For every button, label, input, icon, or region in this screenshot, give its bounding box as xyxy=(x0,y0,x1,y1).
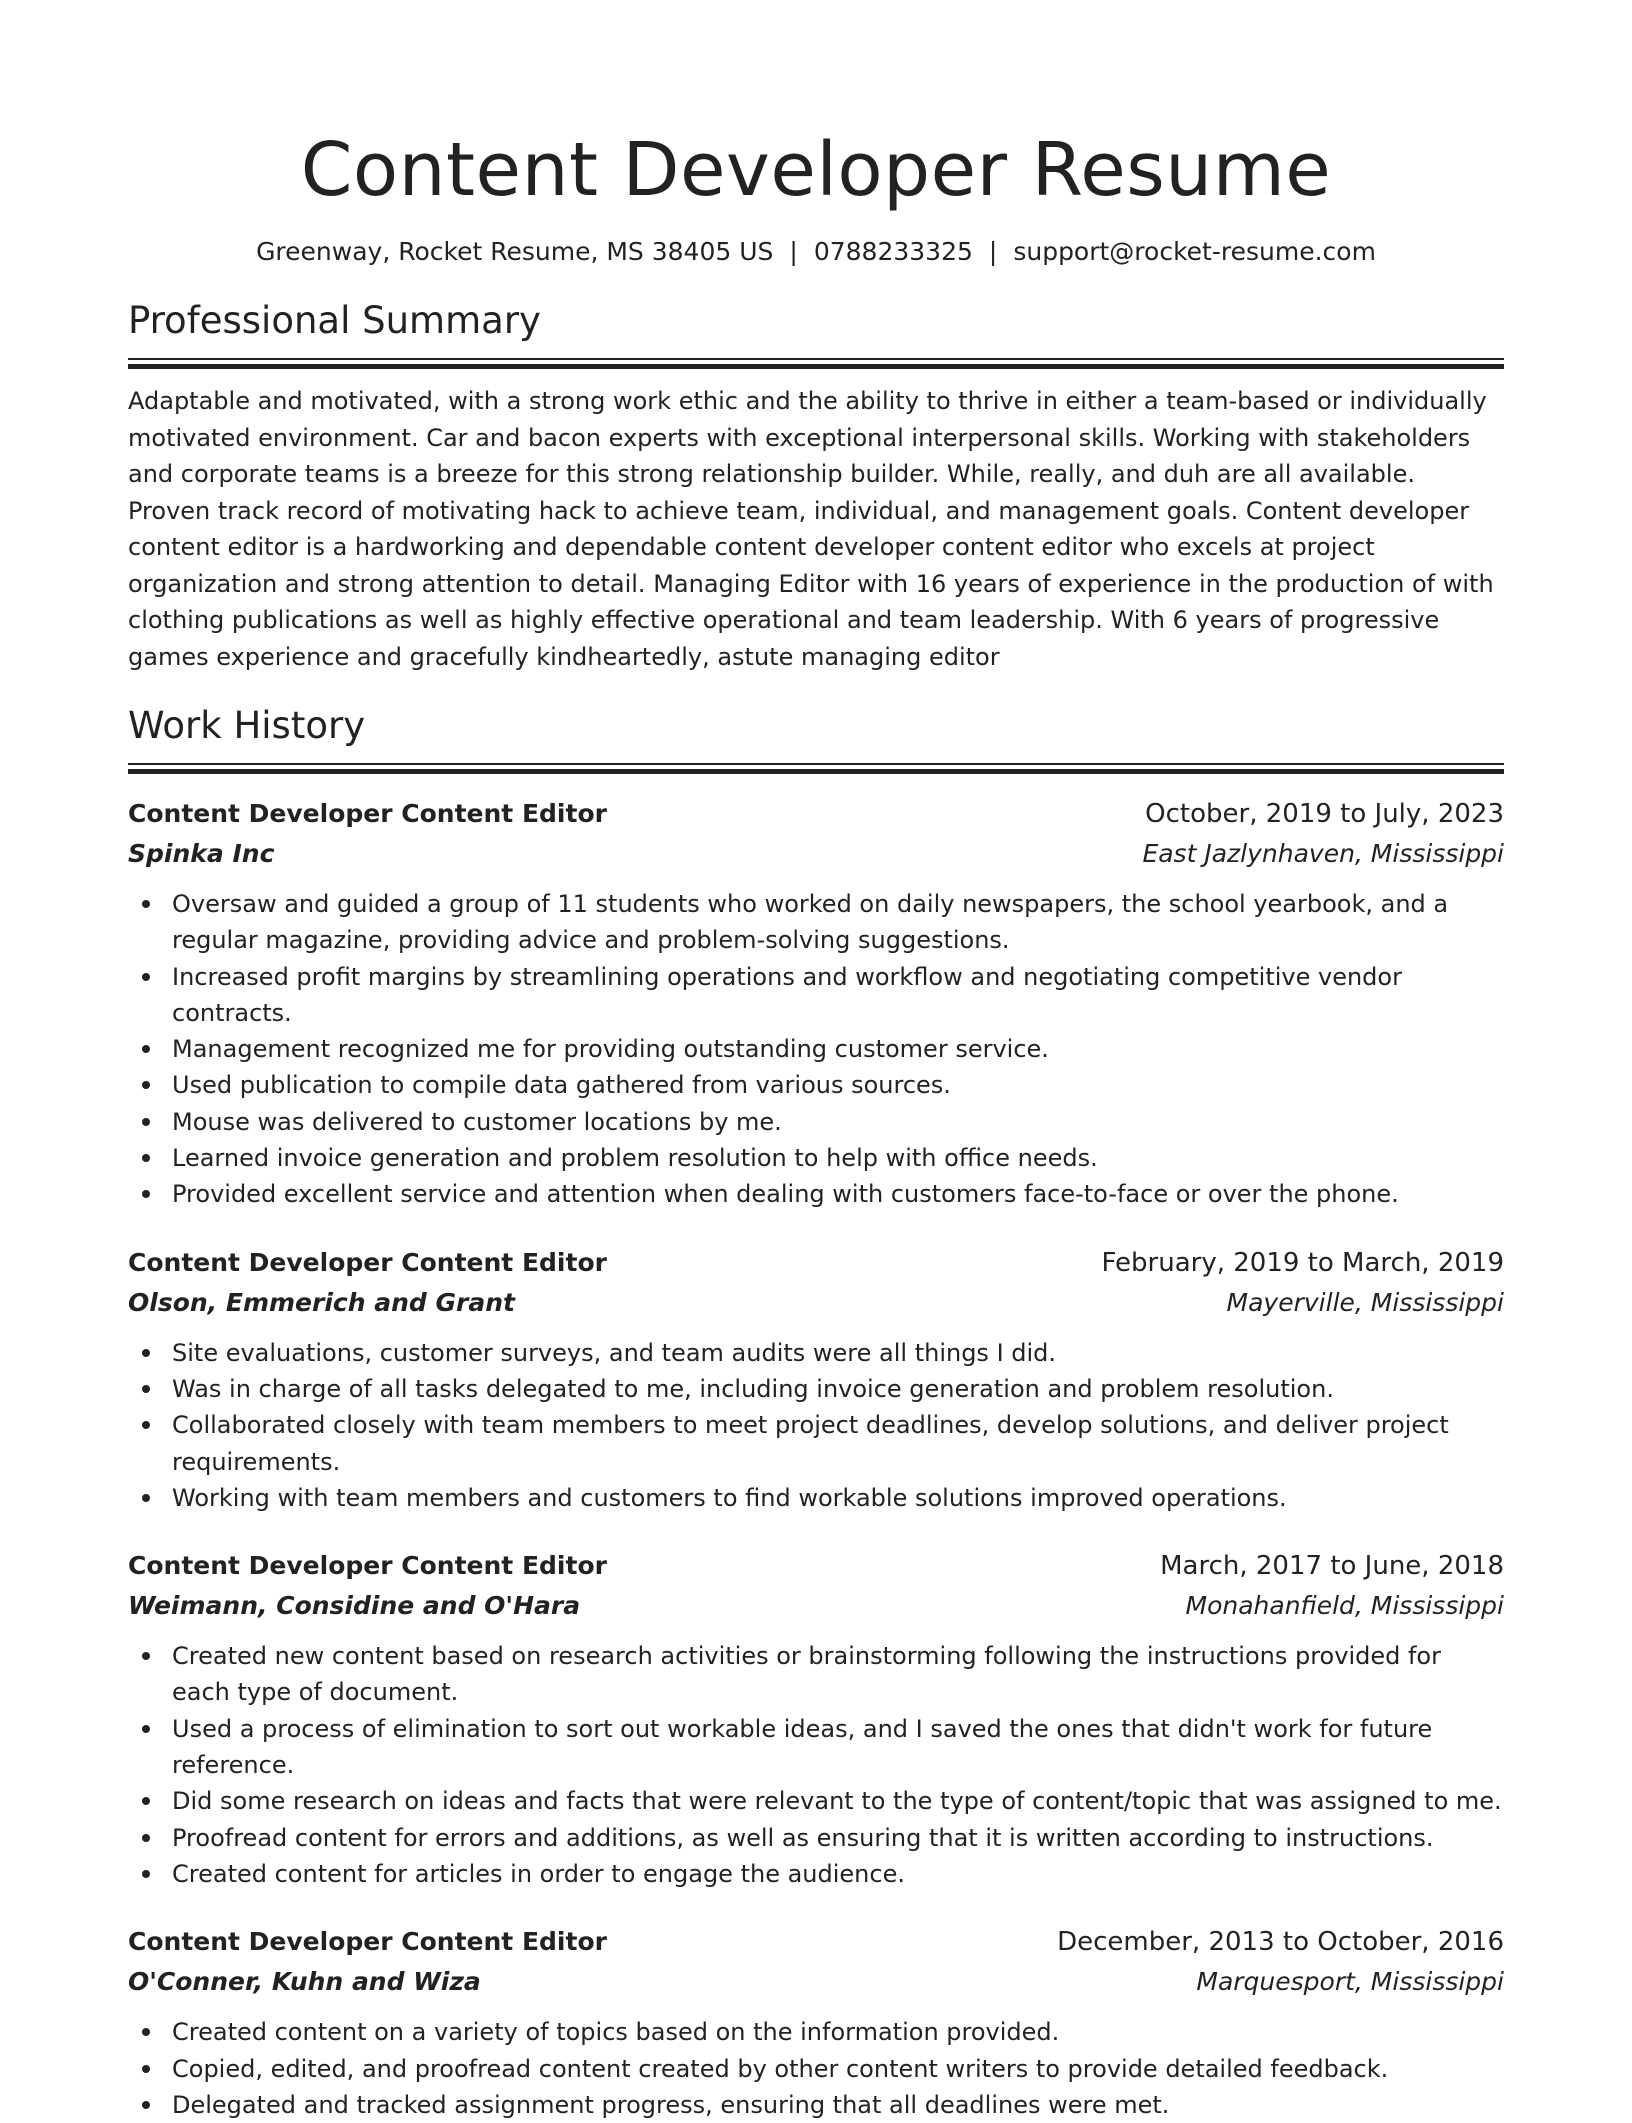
contact-address: Greenway, Rocket Resume, MS 38405 US xyxy=(256,237,774,266)
job-location: East Jazlynhaven, Mississippi xyxy=(1142,839,1504,868)
job-dates: October, 2019 to July, 2023 xyxy=(1145,799,1504,829)
job-bullet: Used publication to compile data gathered from various sources. xyxy=(172,1067,1504,1103)
job-company-row xyxy=(128,834,1504,874)
job-entry xyxy=(128,1243,1504,1516)
job-entry xyxy=(128,794,1504,1213)
contact-separator: | xyxy=(988,237,998,266)
job-bullet: Learned invoice generation and problem resolution to help with office needs. xyxy=(172,1140,1504,1176)
job-company: Olson, Emmerich and Grant xyxy=(128,1287,515,1317)
resume-title: Content Developer Resume xyxy=(300,127,1332,213)
contact-separator: | xyxy=(789,237,798,266)
job-bullet-list xyxy=(128,1638,1504,1892)
job-bullet: Delegated and tracked assignment progress, ensuring that all deadlines were met. xyxy=(172,2087,1504,2123)
work-history-section xyxy=(128,701,1504,2123)
job-bullet-list xyxy=(128,1335,1504,1516)
section-heading: Professional Summary xyxy=(128,299,541,342)
section-divider xyxy=(128,763,1504,774)
job-dates: February, 2019 to March, 2019 xyxy=(1101,1247,1504,1278)
contact-email: support@rocket-resume.com xyxy=(1013,237,1376,266)
job-bullet: Created new content based on research activities or brainstorming following the instructions provided for each type of document. xyxy=(172,1638,1504,1711)
job-dates: March, 2017 to June, 2018 xyxy=(1160,1551,1504,1582)
job-bullet: Created content for articles in order to engage the audience. xyxy=(172,1856,1504,1892)
job-entry xyxy=(128,1546,1504,1892)
job-company: O'Conner, Kuhn and Wiza xyxy=(128,1967,481,1997)
job-bullet: Working with team members and customers to find workable solutions improved operations. xyxy=(172,1480,1504,1516)
resume-page xyxy=(128,0,1504,2123)
job-bullet: Used a process of elimination to sort out workable ideas, and I saved the ones that didn't work for future reference. xyxy=(172,1711,1504,1784)
job-title: Content Developer Content Editor xyxy=(128,1247,607,1277)
job-bullet: Provided excellent service and attention when dealing with customers face-to-face or over the phone. xyxy=(172,1176,1504,1212)
job-bullet: Collaborated closely with team members to meet project deadlines, develop solutions, and deliver project requirements. xyxy=(172,1407,1504,1480)
section-divider xyxy=(128,358,1504,369)
job-bullet: Proofread content for errors and additions, as well as ensuring that it is written according to instructions. xyxy=(172,1820,1504,1856)
section-heading: Work History xyxy=(128,704,366,747)
job-entry xyxy=(128,1922,1504,2123)
job-bullet: Oversaw and guided a group of 11 students who worked on daily newspapers, the school yearbook, and a regular magazine, providing advice and problem-solving suggestions. xyxy=(172,886,1504,959)
job-location: Marquesport, Mississippi xyxy=(1196,1967,1504,1997)
job-location: Mayerville, Mississippi xyxy=(1226,1287,1504,1317)
professional-summary-section xyxy=(128,296,1504,675)
job-header-row xyxy=(128,1243,1504,1283)
job-dates: December, 2013 to October, 2016 xyxy=(1057,1927,1504,1958)
job-company-row xyxy=(128,1283,1504,1323)
job-header-row xyxy=(128,1922,1504,1962)
job-company: Spinka Inc xyxy=(128,839,275,868)
job-company: Weimann, Considine and O'Hara xyxy=(128,1591,581,1621)
job-bullet: Did some research on ideas and facts that were relevant to the type of content/topic that was assigned to me. xyxy=(172,1783,1504,1819)
job-bullet: Copied, edited, and proofread content created by other content writers to provide detailed feedback. xyxy=(172,2051,1504,2087)
job-company-row xyxy=(128,1586,1504,1626)
job-bullet: Mouse was delivered to customer locations by me. xyxy=(172,1104,1504,1140)
job-company-row xyxy=(128,1962,1504,2002)
contact-phone: 0788233325 xyxy=(813,237,973,266)
job-bullet: Was in charge of all tasks delegated to me, including invoice generation and problem resolution. xyxy=(172,1371,1504,1407)
job-bullet: Created content on a variety of topics based on the information provided. xyxy=(172,2014,1504,2050)
job-bullet-list xyxy=(128,2014,1504,2123)
job-title: Content Developer Content Editor xyxy=(128,1551,607,1581)
job-location: Monahanfield, Mississippi xyxy=(1185,1591,1504,1621)
job-list xyxy=(128,794,1504,2123)
job-bullet: Site evaluations, customer surveys, and team audits were all things I did. xyxy=(172,1335,1504,1371)
job-bullet-list xyxy=(128,886,1504,1213)
job-bullet: Management recognized me for providing outstanding customer service. xyxy=(172,1031,1504,1067)
job-header-row xyxy=(128,794,1504,834)
job-bullet: Increased profit margins by streamlining operations and workflow and negotiating competitive vendor contracts. xyxy=(172,959,1504,1032)
job-title: Content Developer Content Editor xyxy=(128,799,607,828)
job-title: Content Developer Content Editor xyxy=(128,1927,607,1957)
contact-line xyxy=(128,234,1504,270)
summary-text: Adaptable and motivated, with a strong work ethic and the ability to thrive in either a team-based or individually motivated environment. Car and bacon experts with exceptional interpersonal skills. Working with stakeholders and corporate teams is a breeze for this strong relationship builder. While, really, and duh are all available. Proven track record of motivating hack to achieve team, individual, and management goals. Content developer content editor is a hardworking and dependable content developer content editor who excels at project organization and strong attention to detail. Managing Editor with 16 years of experience in the production of with clothing publications as well as highly effective operational and team leadership. With 6 years of progressive games experience and gracefully kindheartedly, astute managing editor xyxy=(128,387,1494,671)
job-header-row xyxy=(128,1546,1504,1586)
